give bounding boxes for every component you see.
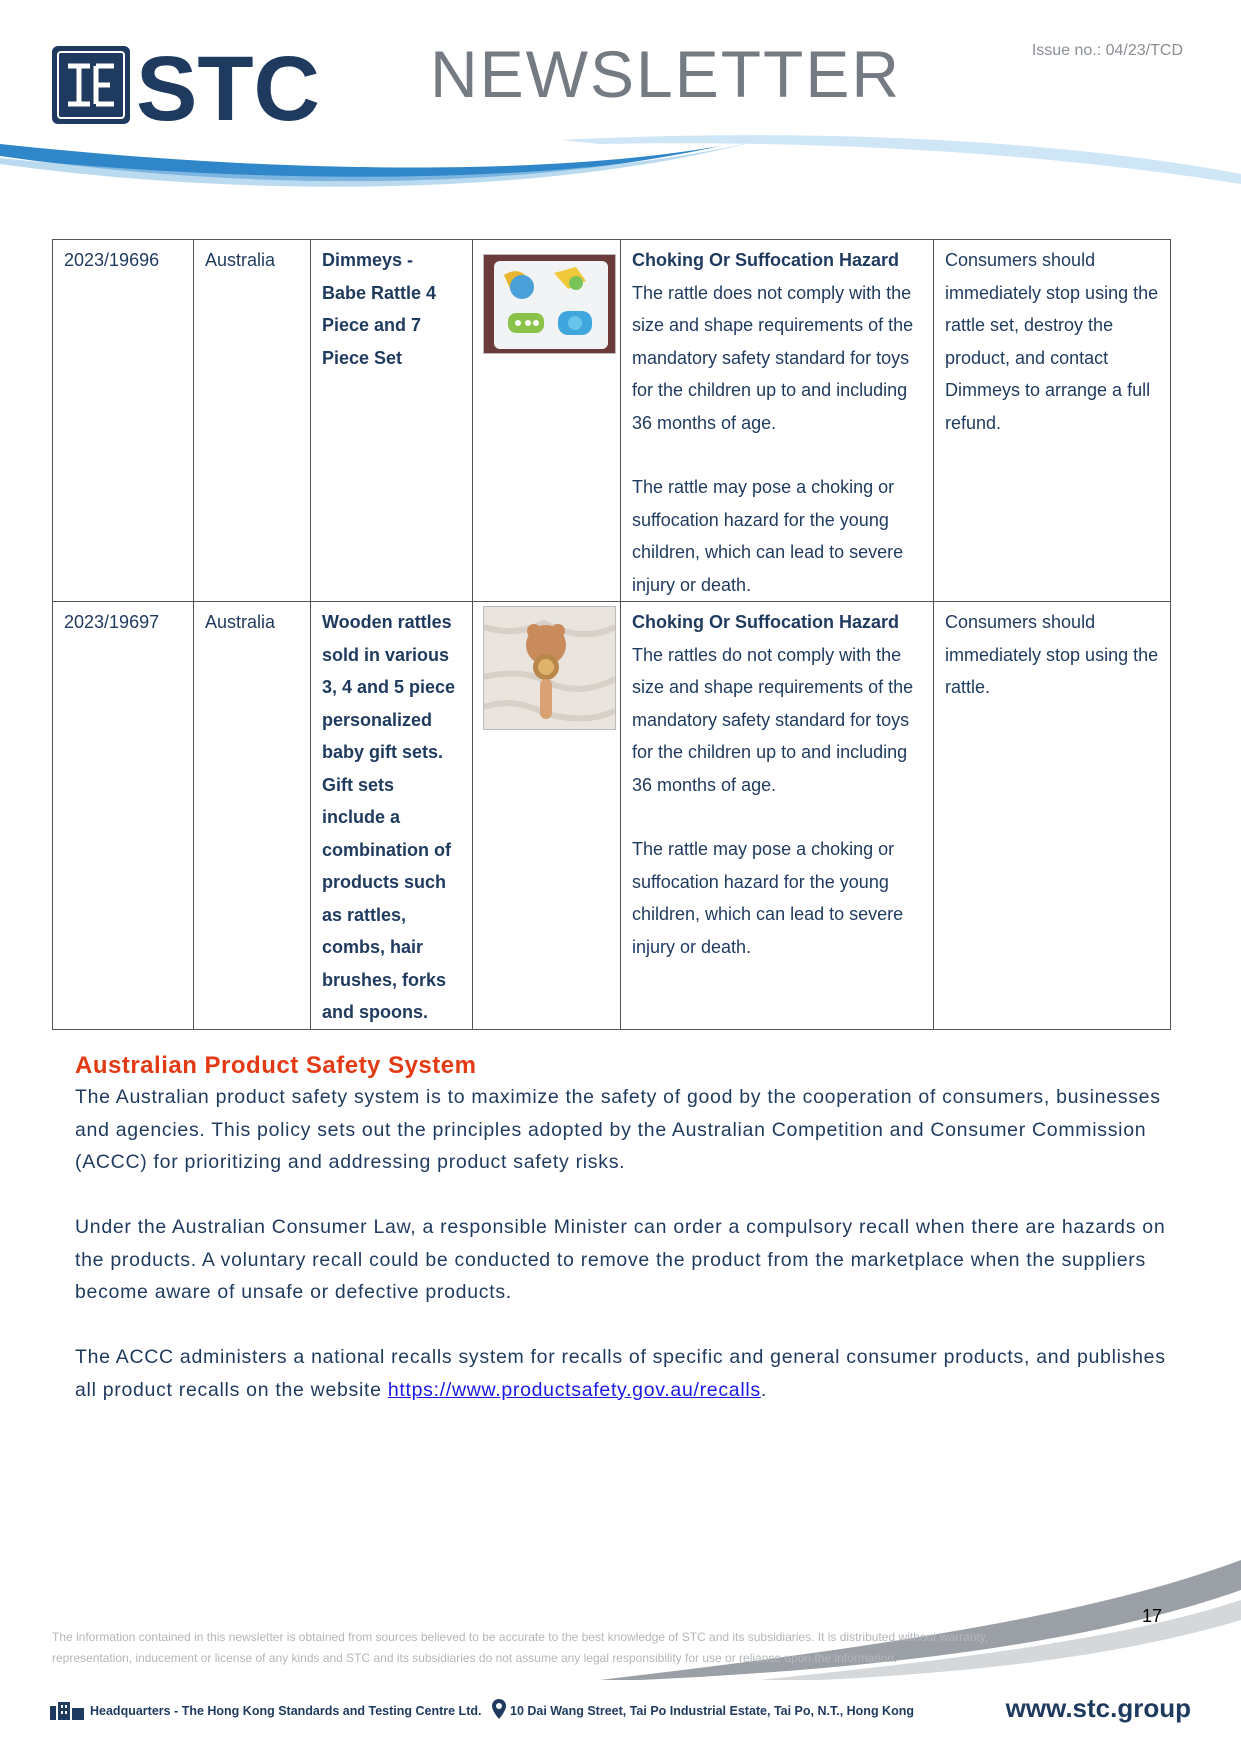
hazard-description: [621, 240, 934, 602]
hazard-text: The rattle may pose a choking or suffocation hazard for the young children, which can lead to severe injury or death.: [632, 839, 904, 957]
product-name: Wooden rattles sold in various 3, 4 and 5 piece personalized baby gift sets. Gift sets include a combination of products such as rattles, combs, hair brushes, forks and spoons.: [311, 602, 473, 1030]
location-pin-icon: [492, 1699, 506, 1719]
product-image-cell: [473, 602, 621, 1030]
hazard-text: The rattle may pose a choking or suffocation hazard for the young children, which can lead to severe injury or death.: [632, 477, 904, 595]
country: Australia: [194, 602, 311, 1030]
stc-logo: [52, 44, 352, 126]
table-row: [53, 602, 1171, 1030]
paragraph: The Australian product safety system is to maximize the safety of good by the cooperation of consumers, businesses and agencies. This policy sets out the principles adopted by the Australian Competition and Consumer Commission (ACCC) for prioritizing and addressing product safety risks.: [75, 1086, 1161, 1173]
recalls-link[interactable]: https://www.productsafety.gov.au/recalls: [387, 1378, 761, 1401]
hazard-text: The rattle does not comply with the size and shape requirements of the mandatory safety standard for toys for the children up to and including 36 months of age.: [632, 282, 914, 433]
reference-number: 2023/19697: [53, 602, 194, 1030]
country: Australia: [194, 240, 311, 602]
newsletter-title: NEWSLETTER: [430, 37, 902, 111]
building-icon: [48, 1700, 86, 1720]
paragraph: The ACCC administers a national recalls system for recalls of specific and general consumer products, and publishes all product recalls on the website https://www.productsafety.gov.au/recalls.: [75, 1346, 1166, 1401]
table-row: [53, 240, 1171, 602]
hazard-description: [621, 602, 934, 1030]
paragraph: Under the Australian Consumer Law, a responsible Minister can order a compulsory recall when there are hazards on the products. A voluntary recall could be conducted to remove the product from the marketplace when the suppliers become aware of unsafe or defective products.: [75, 1216, 1166, 1303]
hazard-title: Choking Or Suffocation Hazard: [632, 250, 900, 270]
disclaimer: The information contained in this newsletter is obtained from sources believed to be accurate to the best knowledge of STC and its subsidiaries. It is distributed without warranty, representation, inducement or license of any kinds and STC and its subsidiaries do not assume any legal responsibility for use or reliance upon the information.: [52, 1630, 989, 1665]
recall-table: [52, 239, 1171, 1030]
address: 10 Dai Wang Street, Tai Po Industrial Estate, Tai Po, N.T., Hong Kong: [510, 1704, 914, 1718]
website-link[interactable]: www.stc.group: [1005, 1693, 1191, 1723]
header-swoosh: [0, 130, 1241, 200]
reference-number: 2023/19696: [53, 240, 194, 602]
hazard-text: The rattles do not comply with the size and shape requirements of the mandatory safety standard for toys for the children up to and including 36 months of age.: [632, 644, 914, 795]
product-image-cell: [473, 240, 621, 602]
product-name: Dimmeys - Babe Rattle 4 Piece and 7 Piece Set: [311, 240, 473, 602]
headquarters-label: Headquarters - The Hong Kong Standards and Testing Centre Ltd.: [90, 1704, 482, 1718]
page-number: 17: [1142, 1606, 1163, 1626]
product-safety-section: [75, 1051, 1175, 1439]
rattle-set-photo: [483, 254, 616, 354]
page-header: [0, 0, 1241, 200]
svg-text:STC: STC: [136, 44, 320, 126]
wooden-rattle-photo: [483, 606, 616, 730]
section-title: Australian Product Safety System: [75, 1052, 477, 1079]
recommended-action: Consumers should immediately stop using the rattle.: [934, 602, 1171, 1030]
issue-number: Issue no.: 04/23/TCD: [1031, 42, 1183, 59]
recommended-action: Consumers should immediately stop using the rattle set, destroy the product, and contact Dimmeys to arrange a full refund.: [934, 240, 1171, 602]
hazard-title: Choking Or Suffocation Hazard: [632, 612, 900, 632]
